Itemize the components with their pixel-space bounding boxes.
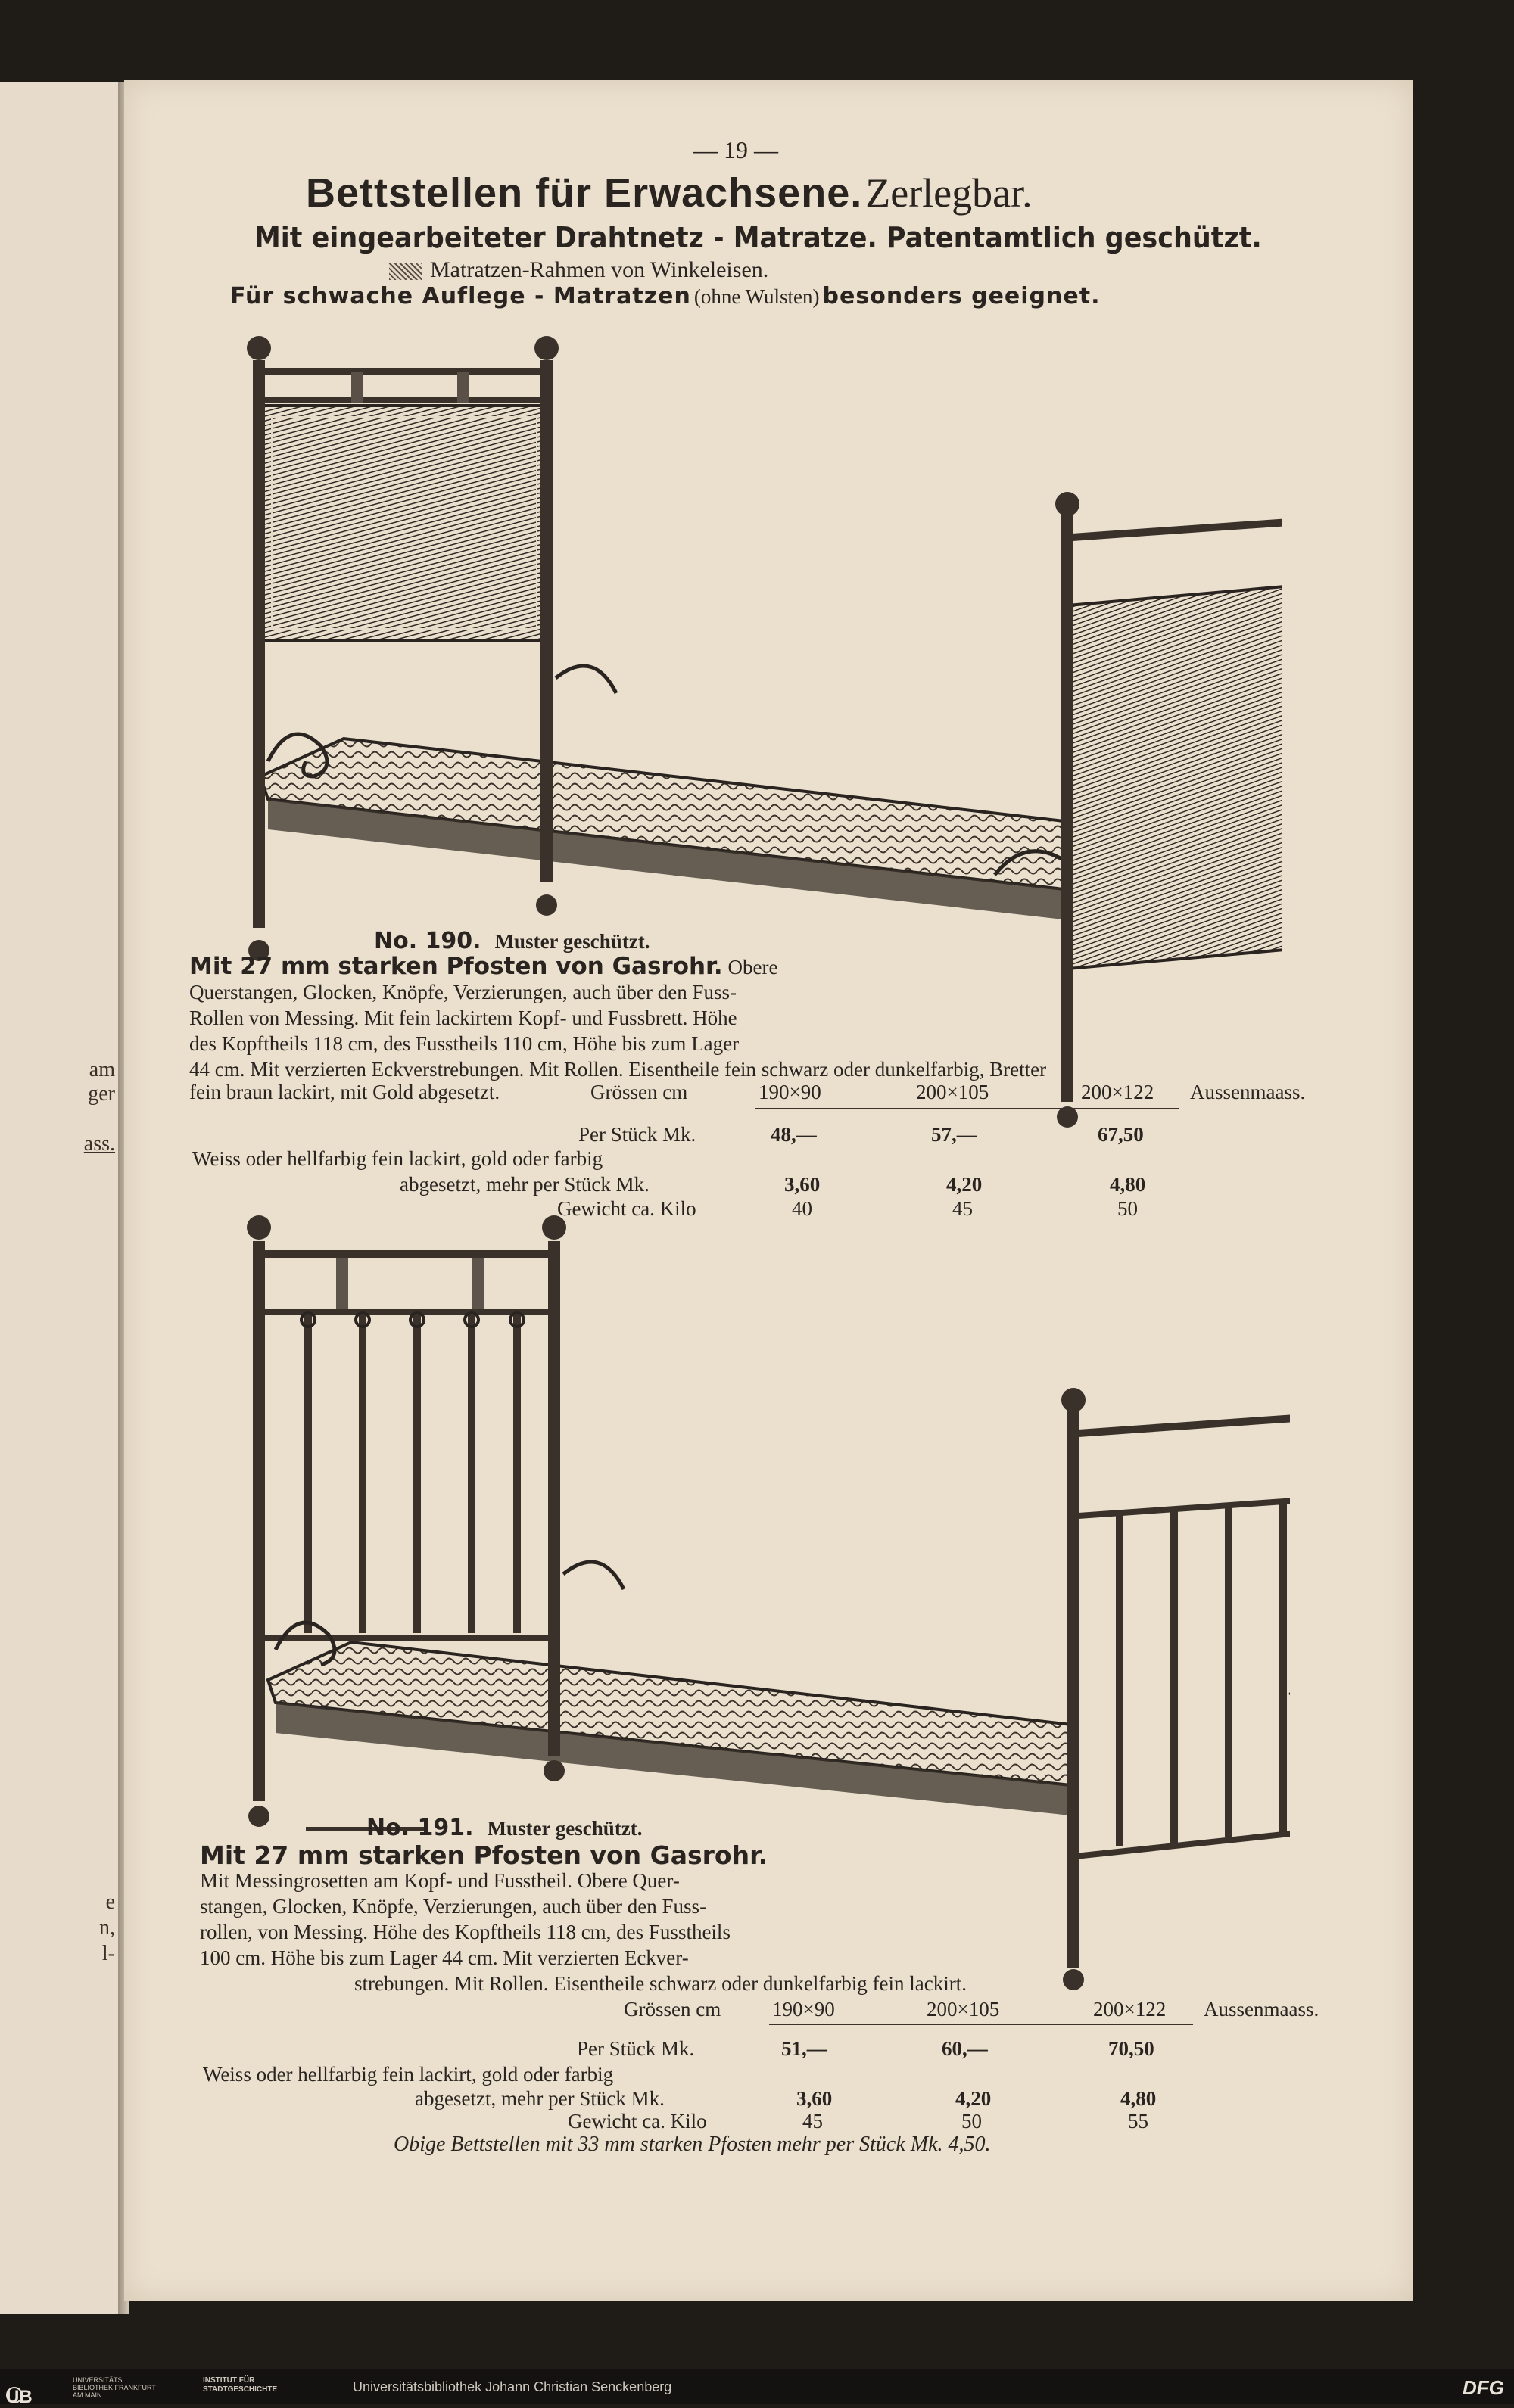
item-191-desc-3: rollen, von Messing. Höhe des Kopftheils 118 cm, des Fusstheils xyxy=(200,1921,731,1943)
ub-logo-subtitle: UNIVERSITÄTS BIBLIOTHEK FRANKFURT AM MAIN xyxy=(73,2376,156,2399)
item-191-weight-label: Gewicht ca. Kilo xyxy=(568,2110,707,2133)
item-190-number-line xyxy=(374,928,650,954)
item-190-weight-2: 45 xyxy=(952,1197,973,1220)
ub-logo-text: UB xyxy=(6,2387,33,2407)
left-fragment: l- xyxy=(101,1942,115,1965)
catalog-page xyxy=(124,80,1413,2301)
item-190-surcharge-line-1: Weiss oder hellfarbig fein lackirt, gold oder farbig xyxy=(192,1147,603,1170)
frame-line-text: Matratzen-Rahmen von Winkeleisen. xyxy=(430,257,769,282)
item-190-heading-tail: Obere xyxy=(727,956,778,978)
item-191-sizes-label: Grössen cm xyxy=(624,1998,721,2021)
item-190-table-rule xyxy=(755,1108,1179,1109)
item-190-sizes-label: Grössen cm xyxy=(590,1081,688,1103)
item-191-weight-2: 50 xyxy=(961,2110,982,2133)
item-191-size-1: 190×90 xyxy=(772,1998,835,2021)
item-191-price-3: 70,50 xyxy=(1108,2037,1154,2060)
item-191-table-rule xyxy=(769,2024,1193,2025)
item-191-surcharge-line-2: abgesetzt, mehr per Stück Mk. xyxy=(415,2087,665,2110)
item-190-number: No. 190. xyxy=(374,928,481,954)
left-facing-page xyxy=(0,82,123,2314)
item-191-surcharge-3: 4,80 xyxy=(1120,2087,1157,2110)
item-191-desc-5: strebungen. Mit Rollen. Eisentheile schwarz oder dunkelfarbig fein lackirt. xyxy=(354,1972,967,1995)
title-bold: Bettstellen für Erwachsene. xyxy=(306,170,863,216)
item-190-heading-line xyxy=(189,954,777,980)
item-190-protected: Muster geschützt. xyxy=(494,930,650,953)
item-190-price-2: 57,— xyxy=(931,1123,977,1146)
item-190-sizes-note: Aussenmaass. xyxy=(1190,1081,1306,1103)
item-191-desc-1: Mit Messingrosetten am Kopf- und Fusstheil. Obere Quer- xyxy=(200,1869,680,1892)
left-fragment: am xyxy=(89,1058,115,1081)
viewer-footer xyxy=(0,2369,1514,2407)
footnote: Obige Bettstellen mit 33 mm starken Pfosten mehr per Stück Mk. 4,50. xyxy=(394,2133,991,2156)
item-190-weight-label: Gewicht ca. Kilo xyxy=(557,1197,696,1220)
left-fragment: n, xyxy=(99,1916,115,1940)
suited-bold-1: Für schwache Auflege - Matratzen xyxy=(230,283,691,310)
item-191-sizes-note: Aussenmaass. xyxy=(1204,1998,1319,2021)
item-190-weight-1: 40 xyxy=(792,1197,812,1220)
subtitle: Mit eingearbeiteter Drahtnetz - Matratze. Patentamtlich geschützt. xyxy=(254,221,1262,254)
item-190-surcharge-1: 3,60 xyxy=(784,1173,821,1196)
dfg-logo: DFG xyxy=(1463,2376,1504,2399)
item-190-price-3: 67,50 xyxy=(1098,1123,1144,1146)
item-191-price-2: 60,— xyxy=(942,2037,988,2060)
page-title xyxy=(306,170,1033,216)
item-190-desc-5-text: fein braun lackirt, mit Gold abgesetzt. xyxy=(189,1081,500,1103)
item-190-desc-4: 44 cm. Mit verzierten Eckverstrebungen. Mit Rollen. Eisentheile fein schwarz oder dunkelfarbig, Bretter xyxy=(189,1058,1047,1081)
item-191-price-1: 51,— xyxy=(781,2037,827,2060)
item-190-heading: Mit 27 mm starken Pfosten von Gasrohr. xyxy=(189,953,723,980)
item-191-protected: Muster geschützt. xyxy=(487,1817,643,1840)
item-191-price-label: Per Stück Mk. xyxy=(577,2037,695,2060)
item-191-heading-text: Mit 27 mm starken Pfosten von Gasrohr. xyxy=(200,1840,768,1870)
item-191-surcharge-line-1: Weiss oder hellfarbig fein lackirt, gold oder farbig xyxy=(203,2063,614,2086)
item-191-desc-2: stangen, Glocken, Knöpfe, Verzierungen, auch über den Fuss- xyxy=(200,1895,707,1918)
item-190-surcharge-3: 4,80 xyxy=(1110,1173,1146,1196)
suited-paren: (ohne Wulsten) xyxy=(693,285,820,308)
item-190-weight-3: 50 xyxy=(1117,1197,1138,1220)
institut-logo: INSTITUT FÜR STADTGESCHICHTE xyxy=(203,2376,278,2394)
item-191-size-3: 200×122 xyxy=(1093,1998,1167,2021)
item-190-size-3: 200×122 xyxy=(1081,1081,1154,1103)
library-name: Universitätsbibliothek Johann Christian Senckenberg xyxy=(353,2379,672,2394)
item-190-price-label: Per Stück Mk. xyxy=(578,1123,696,1146)
suited-bold-2: besonders geeignet. xyxy=(822,283,1101,310)
item-191-surcharge-2: 4,20 xyxy=(955,2087,992,2110)
left-fragment: e xyxy=(105,1890,115,1914)
item-191-surcharge-1: 3,60 xyxy=(796,2087,833,2110)
item-190-surcharge-2: 4,20 xyxy=(946,1173,983,1196)
left-fragment: ger xyxy=(88,1082,115,1106)
item-191-size-2: 200×105 xyxy=(927,1998,1000,2021)
item-191-desc-4: 100 cm. Höhe bis zum Lager 44 cm. Mit verzierten Eckver- xyxy=(200,1946,689,1969)
frame-line xyxy=(389,257,768,283)
item-191-heading xyxy=(200,1840,768,1870)
item-191-number-line xyxy=(366,1815,643,1841)
page-number: — 19 — xyxy=(693,136,778,163)
stamp-icon xyxy=(389,263,422,280)
item-191-number: No. 191. xyxy=(366,1815,474,1841)
item-190-desc-2: Rollen von Messing. Mit fein lackirtem Kopf- und Fussbrett. Höhe xyxy=(189,1006,737,1029)
item-190-price-1: 48,— xyxy=(771,1123,817,1146)
suited-line xyxy=(230,283,1100,310)
title-light: Zerlegbar. xyxy=(865,170,1033,216)
item-191-weight-1: 45 xyxy=(802,2110,823,2133)
item-190-surcharge-line-2: abgesetzt, mehr per Stück Mk. xyxy=(400,1173,650,1196)
item-190-desc-1: Querstangen, Glocken, Knöpfe, Verzierungen, auch über den Fuss- xyxy=(189,981,737,1003)
item-190-desc-5 xyxy=(189,1079,688,1105)
item-190-size-1: 190×90 xyxy=(759,1081,821,1103)
left-fragment: ass. xyxy=(83,1132,115,1156)
item-190-size-2: 200×105 xyxy=(916,1081,989,1103)
item-190-desc-3: des Kopftheils 118 cm, des Fusstheils 110 cm, Höhe bis zum Lager xyxy=(189,1032,740,1055)
item-191-weight-3: 55 xyxy=(1128,2110,1148,2133)
